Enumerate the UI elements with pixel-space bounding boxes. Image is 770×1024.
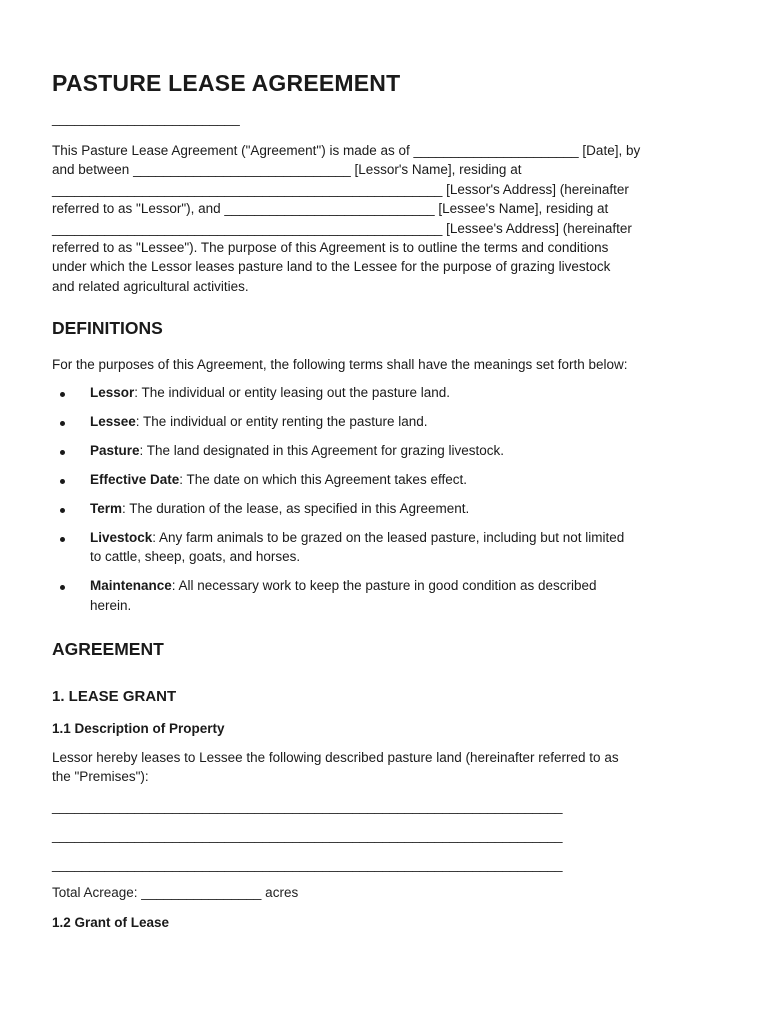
bullet-icon bbox=[60, 537, 65, 542]
definition-term: Term bbox=[90, 501, 123, 516]
bullet-icon bbox=[60, 508, 65, 513]
title-blank-line: _________________________ bbox=[52, 111, 240, 126]
bullet-icon bbox=[60, 585, 65, 590]
definition-term: Livestock bbox=[90, 530, 153, 545]
definition-term: Lessor bbox=[90, 385, 135, 400]
definitions-intro: For the purposes of this Agreement, the following terms shall have the meanings set forth below: bbox=[52, 357, 628, 372]
property-description-blank: ____________________________________________________________________ bbox=[52, 857, 563, 872]
agreement-heading: AGREEMENT bbox=[52, 639, 164, 659]
definition-term: Effective Date bbox=[90, 472, 180, 487]
definition-text: : Any farm animals to be grazed on the leased pasture, including but not limited bbox=[152, 530, 625, 545]
list-item bbox=[52, 528, 722, 567]
intro-line: and between _____________________________ [Lessor's Name], residing at bbox=[52, 162, 522, 178]
intro-line: This Pasture Lease Agreement ("Agreement") is made as of ______________________ [Date], by bbox=[52, 143, 641, 158]
definition-text: : The duration of the lease, as specified in this Agreement. bbox=[122, 501, 470, 516]
property-description-blank: ____________________________________________________________________ bbox=[52, 799, 563, 814]
list-item bbox=[52, 383, 722, 402]
bullet-icon bbox=[60, 479, 65, 484]
definition-term: Lessee bbox=[90, 414, 136, 429]
bullet-icon bbox=[60, 392, 65, 397]
list-item bbox=[52, 470, 722, 489]
intro-line: ____________________________________________________ [Lessee's Address] (hereinafter bbox=[52, 220, 632, 236]
intro-line: referred to as "Lessor"), and ____________________________ [Lessee's Name], residing at bbox=[52, 201, 609, 217]
intro-paragraph bbox=[52, 141, 712, 296]
list-item bbox=[52, 441, 722, 460]
intro-line: referred to as "Lessee"). The purpose of this Agreement is to outline the terms and conditions bbox=[52, 240, 609, 256]
intro-line: ____________________________________________________ [Lessor's Address] (hereinafter bbox=[52, 181, 629, 197]
list-item bbox=[52, 576, 722, 615]
definitions-heading: DEFINITIONS bbox=[52, 318, 163, 338]
definition-term: Maintenance bbox=[90, 578, 172, 594]
intro-line: and related agricultural activities. bbox=[52, 278, 249, 294]
paragraph-line: Lessor hereby leases to Lessee the following described pasture land (hereinafter referred to as bbox=[52, 750, 619, 765]
definition-text: : All necessary work to keep the pasture in good condition as described bbox=[171, 578, 597, 594]
section-heading-lease-grant: 1. LEASE GRANT bbox=[52, 688, 177, 705]
definition-text: herein. bbox=[90, 597, 132, 613]
property-description-blank: ____________________________________________________________________ bbox=[52, 828, 563, 843]
intro-line: under which the Lessor leases pasture land to the Lessee for the purpose of grazing livestock bbox=[52, 259, 611, 275]
list-item bbox=[52, 412, 722, 431]
definition-term: Pasture bbox=[90, 443, 140, 458]
total-acreage-line: Total Acreage: ________________ acres bbox=[52, 885, 299, 900]
subsection-heading-description: 1.1 Description of Property bbox=[52, 721, 225, 736]
bullet-icon bbox=[60, 421, 65, 426]
document-title: PASTURE LEASE AGREEMENT bbox=[52, 70, 401, 96]
bullet-icon bbox=[60, 450, 65, 455]
definition-text: : The date on which this Agreement takes effect. bbox=[179, 472, 467, 487]
definition-text: : The individual or entity leasing out the pasture land. bbox=[134, 385, 450, 400]
subsection-heading-grant-of-lease: 1.2 Grant of Lease bbox=[52, 915, 170, 930]
description-paragraph bbox=[52, 748, 712, 787]
definition-text: : The individual or entity renting the pasture land. bbox=[135, 414, 428, 429]
definitions-list bbox=[52, 383, 722, 615]
definition-text: : The land designated in this Agreement for grazing livestock. bbox=[139, 443, 504, 458]
definition-text: to cattle, sheep, goats, and horses. bbox=[90, 549, 301, 565]
list-item bbox=[52, 499, 722, 518]
paragraph-line: the "Premises"): bbox=[52, 769, 149, 785]
